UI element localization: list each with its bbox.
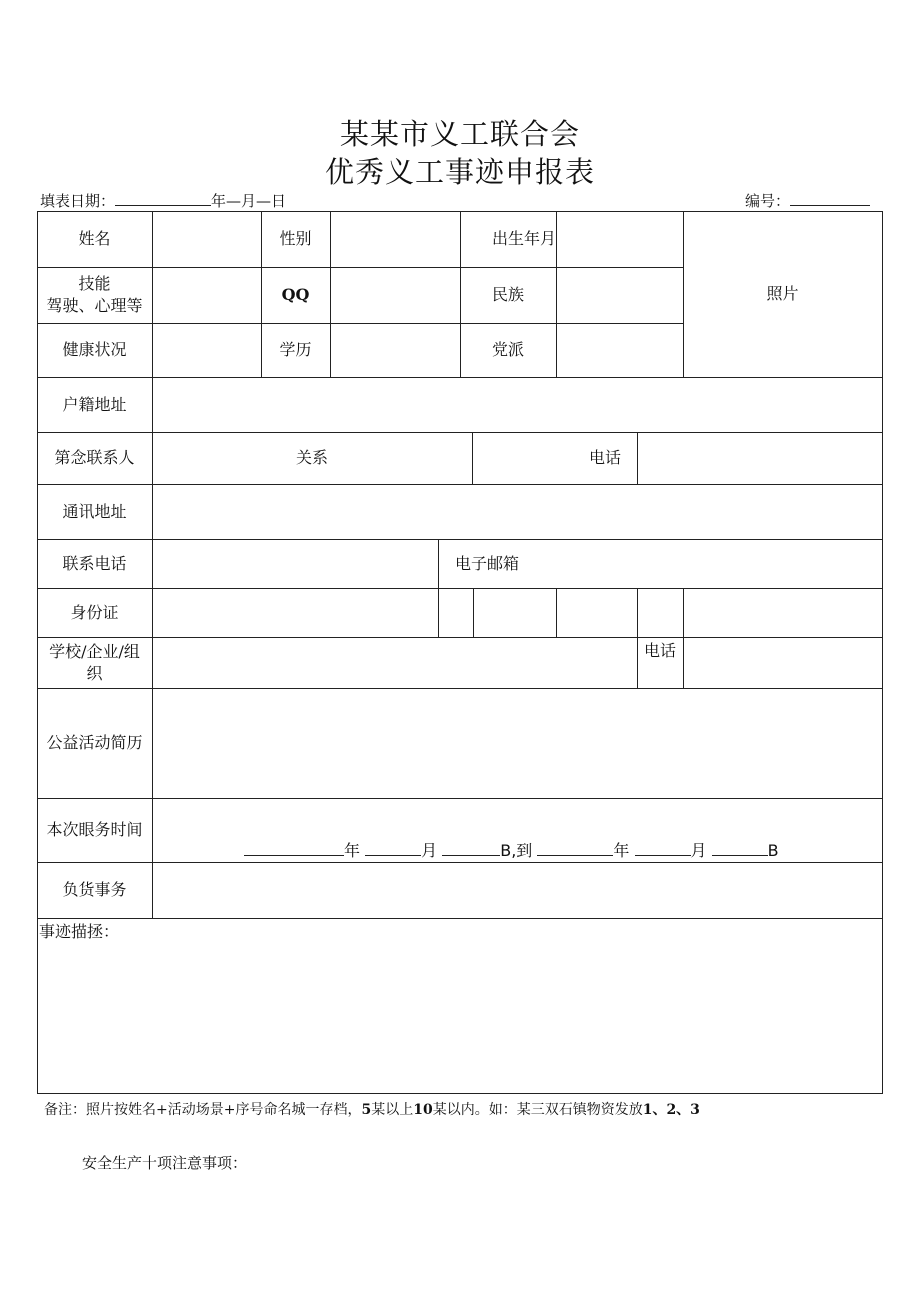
household-address-label: 户籍地址 bbox=[62, 394, 127, 414]
service-time-dates[interactable] bbox=[244, 838, 779, 861]
table-line bbox=[37, 798, 883, 799]
skill-input[interactable] bbox=[152, 267, 261, 323]
skill-label bbox=[37, 267, 152, 323]
note-bold-2: 10 bbox=[413, 1102, 433, 1118]
name-input[interactable] bbox=[152, 211, 261, 267]
org-label bbox=[37, 637, 152, 688]
note-mid-1: 某以上 bbox=[371, 1102, 414, 1118]
health-input[interactable] bbox=[152, 323, 261, 377]
contact-phone-label: 联系电话 bbox=[62, 553, 127, 573]
footer-note bbox=[44, 1099, 700, 1119]
birth-input[interactable] bbox=[556, 211, 683, 267]
start-month-blank[interactable] bbox=[365, 839, 421, 856]
deeds-input[interactable] bbox=[38, 946, 882, 1092]
org-phone-input[interactable] bbox=[683, 637, 882, 688]
mail-address-label: 通讯地址 bbox=[62, 501, 127, 521]
emergency-phone-input[interactable] bbox=[637, 432, 882, 484]
org-label-line1: 学校/企业/组 bbox=[49, 641, 140, 661]
org-input[interactable] bbox=[152, 637, 637, 688]
note-prefix: 备注：照片按姓名+活动场景+序号命名城一存档， bbox=[44, 1102, 362, 1118]
responsibility-label: 负货事务 bbox=[62, 880, 127, 899]
table-line bbox=[37, 1093, 883, 1094]
relation-label: 关系 bbox=[295, 448, 328, 467]
start-day-blank[interactable] bbox=[442, 839, 500, 856]
emergency-contact-label: 第念联系人 bbox=[54, 448, 135, 467]
fill-date-suffix: 年—月—日 bbox=[211, 192, 287, 210]
photo-box[interactable]: 照片 bbox=[766, 284, 799, 303]
page-title-line2: 优秀义工事迹申报表 bbox=[324, 155, 595, 189]
name-label: 姓名 bbox=[78, 229, 111, 248]
party-label: 党派 bbox=[491, 340, 524, 359]
gender-label: 性别 bbox=[279, 229, 312, 248]
end-year-blank[interactable] bbox=[537, 839, 613, 856]
email-input[interactable] bbox=[575, 539, 882, 588]
health-label: 健康状况 bbox=[62, 340, 127, 359]
end-month-unit: 月 bbox=[690, 841, 707, 860]
page-title-line1: 某某市义工联合会 bbox=[339, 117, 580, 151]
end-day-unit: B bbox=[767, 841, 779, 860]
qq-input[interactable] bbox=[330, 267, 460, 323]
note-bold-3: 1、2、3 bbox=[642, 1102, 700, 1118]
end-month-blank[interactable] bbox=[635, 839, 691, 856]
education-label: 学历 bbox=[279, 340, 312, 359]
birth-label-text: 出生年月 bbox=[491, 229, 556, 248]
gender-input[interactable] bbox=[330, 211, 460, 267]
responsibility-input[interactable] bbox=[152, 862, 882, 918]
ethnicity-label: 民族 bbox=[491, 285, 524, 304]
party-input[interactable] bbox=[556, 323, 683, 377]
email-label: 电子邮箱 bbox=[455, 553, 520, 573]
qq-label: QQ bbox=[281, 285, 310, 304]
contact-phone-input[interactable] bbox=[152, 539, 438, 588]
id-card-label: 身份证 bbox=[70, 602, 119, 622]
service-time-label: 本次眼务时间 bbox=[46, 820, 143, 839]
skill-label-line1: 技能 bbox=[78, 274, 111, 293]
household-address-input[interactable] bbox=[152, 377, 882, 432]
start-year-blank[interactable] bbox=[244, 839, 344, 856]
serial-label: 编号： bbox=[745, 192, 791, 210]
fill-date-label: 填表日期： bbox=[40, 192, 116, 210]
org-phone-label: 电话 bbox=[643, 641, 676, 660]
volunteer-history-label: 公益活动简历 bbox=[46, 733, 143, 752]
skill-label-line2: 驾驶、心理等 bbox=[46, 296, 143, 315]
note-mid-2: 某以内。如：某三双石镇物资发放 bbox=[432, 1102, 643, 1118]
ethnicity-input[interactable] bbox=[556, 267, 683, 323]
note-bold-1: 5 bbox=[361, 1102, 372, 1118]
end-year-unit: 年 bbox=[613, 841, 630, 860]
table-line bbox=[882, 211, 883, 1094]
birth-label bbox=[460, 211, 556, 267]
end-day-blank[interactable] bbox=[712, 839, 768, 856]
start-day-unit: B,到 bbox=[500, 841, 533, 860]
volunteer-history-input[interactable] bbox=[152, 688, 882, 798]
org-label-line2: 织 bbox=[86, 663, 103, 683]
emergency-phone-label: 电话 bbox=[588, 448, 621, 467]
safety-title: 安全生产十项注意事项： bbox=[82, 1154, 248, 1172]
deeds-label: 事迹描拯： bbox=[39, 922, 120, 941]
education-input[interactable] bbox=[330, 323, 460, 377]
id-card-input[interactable] bbox=[152, 588, 882, 637]
table-line bbox=[37, 918, 883, 919]
mail-address-input[interactable] bbox=[152, 484, 882, 539]
start-month-unit: 月 bbox=[421, 841, 438, 860]
start-year-unit: 年 bbox=[344, 841, 361, 860]
